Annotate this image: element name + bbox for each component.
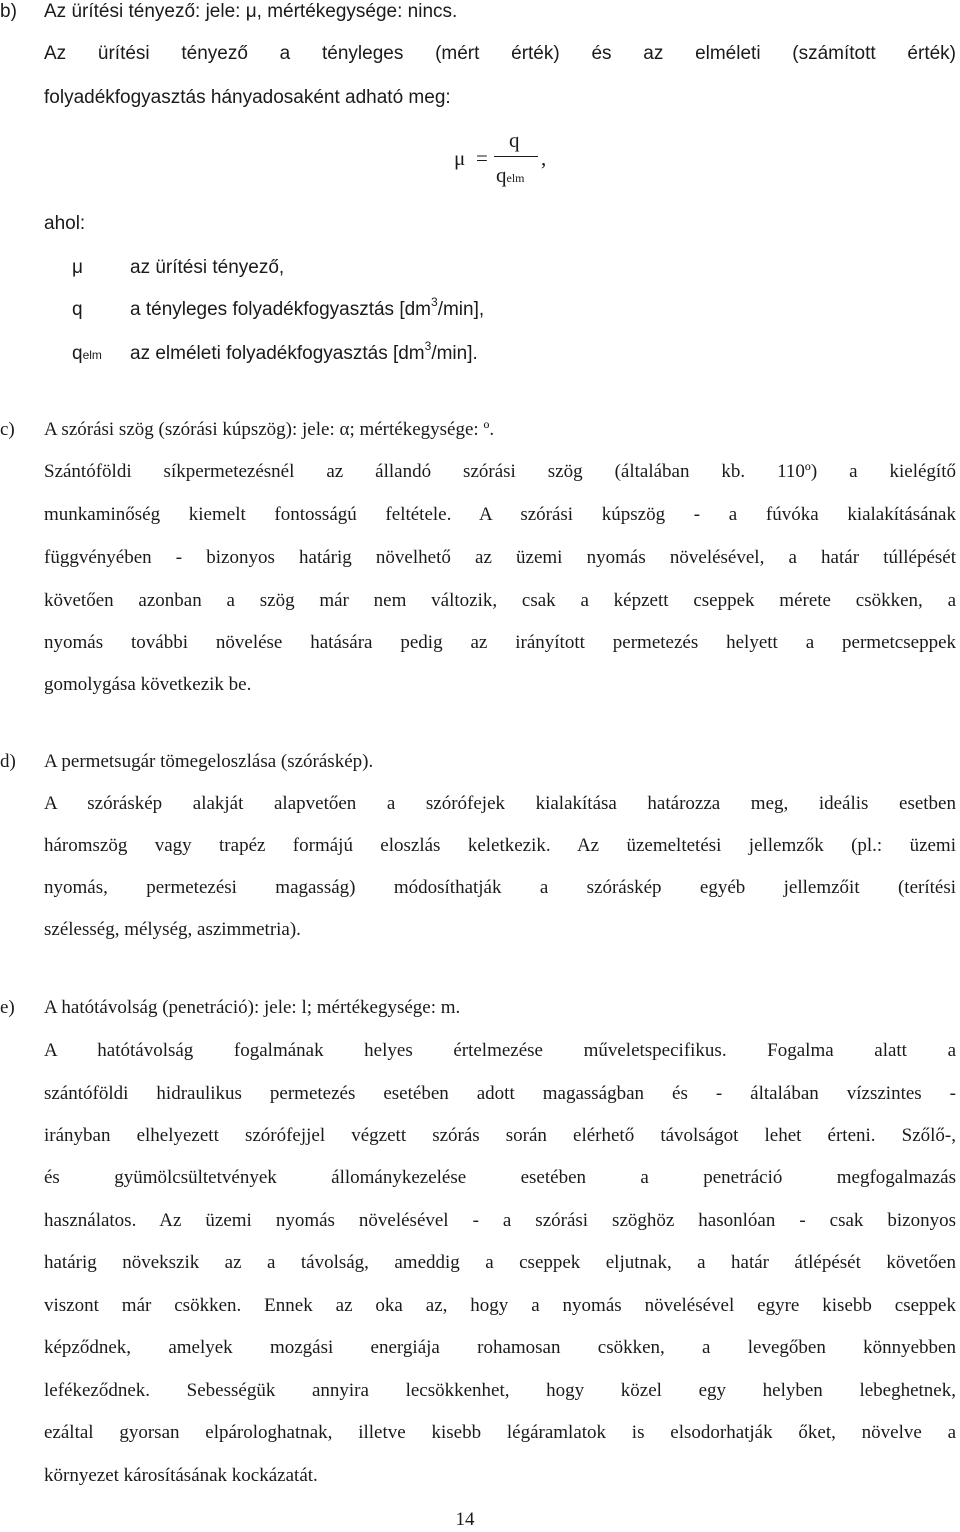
paragraph-line: határig növekszik az a távolság, ameddig a cseppek eljutnak, a határ átlépését követően [44, 1252, 956, 1273]
paragraph-line: szántóföldi hidraulikus permetezés esetében adott magasságban és - általában vízszintes - [44, 1083, 956, 1104]
section-c-heading: A szórási szög (szórási kúpszög): jele: α; mértékegysége: º. [44, 419, 495, 440]
paragraph-line: szélesség, mélység, aszimmetria). [44, 919, 301, 940]
formula-equals: = [476, 146, 488, 170]
formula-denominator: qelm [496, 163, 525, 187]
paragraph-line: és gyümölcsültetvények állománykezelése esetében a penetráció megfogalmazás [44, 1167, 956, 1188]
section-d-label: d) [0, 751, 16, 772]
paragraph-line: képződnek, amelyek mozgási energiája rohamosan csökken, a levegőben könnyebben [44, 1337, 956, 1358]
paragraph-line: nyomás további növelése hatására pedig az irányított permetezés helyett a permetcseppek [44, 632, 956, 653]
section-b-line: folyadékfogyasztás hányadosaként adható meg: [44, 87, 451, 108]
paragraph-line: környezet károsításának kockázatát. [44, 1465, 318, 1486]
paragraph-line: függvényében - bizonyos határig növelhető az üzemi nyomás növelésével, a határ túllépését [44, 547, 956, 568]
paragraph-line: nyomás, permetezési magasság) módosíthatják a szóráskép egyéb jellemzőit (terítési [44, 877, 956, 898]
formula-comma: , [541, 146, 547, 170]
def-text: az ürítési tényező, [130, 257, 285, 278]
paragraph-line: követően azonban a szög már nem változik, csak a képzett cseppek mérete csökken, a [44, 590, 956, 611]
paragraph-line: viszont már csökken. Ennek az oka az, hogy a nyomás növelésével egyre kisebb cseppek [44, 1295, 956, 1316]
paragraph-line: Szántóföldi síkpermetezésnél az állandó szórási szög (általában kb. 110º) a kielégítő [44, 461, 956, 482]
paragraph-line: ezáltal gyorsan elpárologhatnak, illetve kisebb légáramlatok is elsodorhatják őket, növelve a [44, 1422, 956, 1443]
section-b-heading: Az ürítési tényező: jele: μ, mértékegysége: nincs. [44, 1, 458, 22]
paragraph-line: használatos. Az üzemi nyomás növelésével - a szórási szöghöz hasonlóan - csak bizonyos [44, 1210, 956, 1231]
section-b-label: b) [0, 1, 17, 22]
formula-numerator: q [509, 128, 520, 152]
paragraph-line: háromszög vagy trapéz formájú eloszlás keletkezik. Az üzemeltetési jellemzők (pl.: üzemi [44, 835, 956, 856]
paragraph-line: lefékeződnek. Sebességük annyira lecsökkenhet, hogy közel egy helyben lebeghetnek, [44, 1380, 956, 1401]
section-b-line: Az ürítési tényező a tényleges (mért érték) és az elméleti (számított érték) [44, 43, 956, 64]
fraction-bar [494, 156, 538, 157]
page-number: 14 [455, 1509, 475, 1530]
section-d-heading: A permetsugár tömegeloszlása (szóráskép). [44, 751, 374, 772]
paragraph-line: munkaminőség kiemelt fontosságú feltétele. A szórási kúpszög - a fúvóka kialakításának [44, 504, 956, 525]
paragraph-line: A szóráskép alakját alapvetően a szórófejek kialakítása határozza meg, ideális esetben [44, 793, 956, 814]
paragraph-line: A hatótávolság fogalmának helyes értelmezése műveletspecifikus. Fogalma alatt a [44, 1040, 956, 1061]
paragraph-line: irányban elhelyezett szórófejjel végzett szórás során elérhető távolságot lehet érteni. Szőlő-, [44, 1125, 956, 1146]
ahol-label: ahol: [44, 213, 86, 234]
section-e-heading: A hatótávolság (penetráció): jele: l; mértékegysége: m. [44, 997, 461, 1018]
def-text: a tényleges folyadékfogyasztás $[dm^3/\min]$, [130, 295, 485, 320]
paragraph-line: gomolygása következik be. [44, 674, 252, 695]
section-e-label: e) [0, 997, 15, 1018]
def-symbol: μ [72, 257, 83, 278]
def-text: az elméleti folyadékfogyasztás $[dm^3/\min]$. [130, 339, 478, 364]
section-c-label: c) [0, 419, 15, 440]
def-symbol: qelm [72, 343, 102, 364]
def-symbol: q [72, 299, 83, 320]
formula-lhs: μ [454, 146, 466, 170]
